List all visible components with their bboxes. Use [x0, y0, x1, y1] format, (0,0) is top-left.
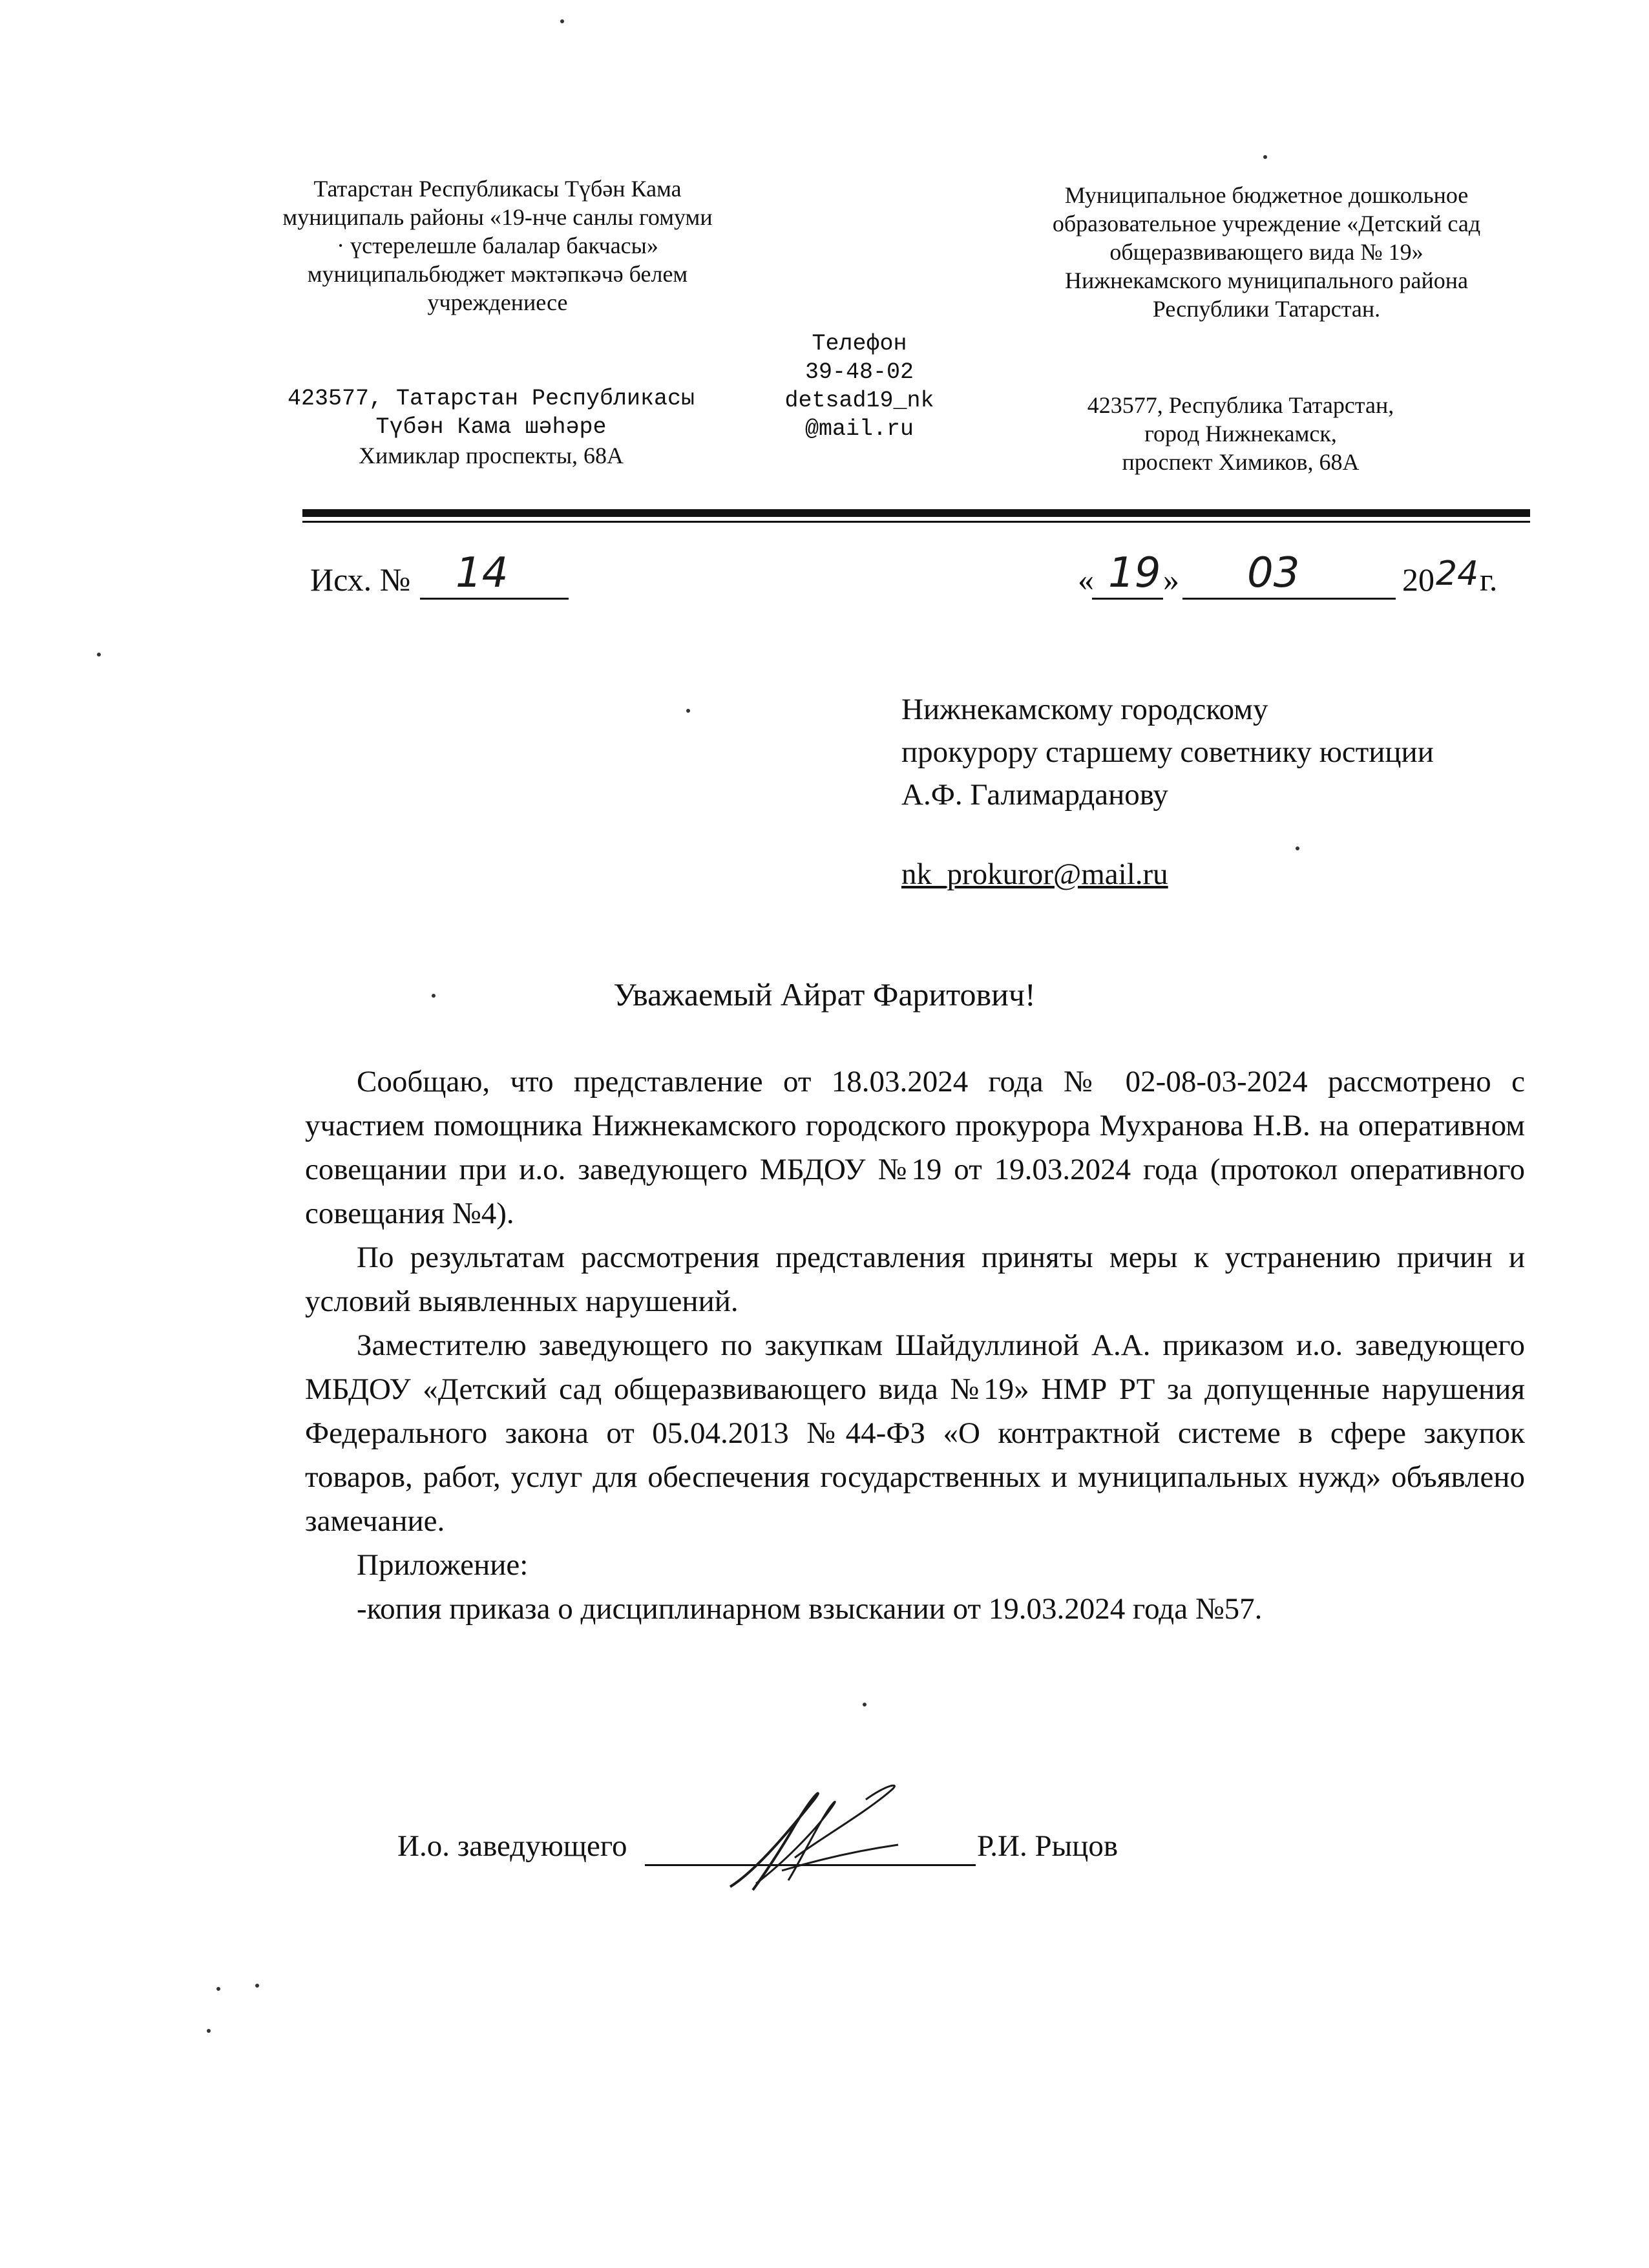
date-close-quote: » [1163, 562, 1179, 598]
date-day-underline [1092, 598, 1163, 600]
russian-org-line: Муниципальное бюджетное дошкольное [1064, 182, 1469, 208]
contact-line: 39-48-02 [804, 359, 914, 385]
scan-speck [97, 653, 101, 656]
russian-org-line: общеразвивающего вида № 19» [1109, 239, 1423, 265]
addressee-line: прокурору старшему советнику юстиции [901, 735, 1434, 769]
russian-address-line: город Нижнекамск, [1144, 421, 1337, 446]
handwritten-signature [717, 1774, 911, 1896]
tatar-address-line: 423577, Татарстан Республикасы [287, 386, 695, 412]
outgoing-number-underline [420, 598, 569, 600]
scan-speck [216, 1987, 220, 1991]
attachment-item: -копия приказа о дисциплинарном взыскании от 19.03.2024 года №57. [357, 1592, 1263, 1626]
addressee-line: Нижнекамскому городскому [901, 693, 1268, 726]
date-open-quote: « [1078, 562, 1094, 598]
signature-position: И.о. заведующего [397, 1829, 627, 1863]
scan-speck [686, 709, 690, 713]
body-paragraph-1: Сообщаю, что представление от 18.03.2024 года № 02-08-03-2024 рассмотрено с участием помощника Нижнекамского городского прокурора Мухранова Н.В. на оперативном совещании при и.о. заведующего МБДОУ №19 от 19.03.2024 года (протокол оперативного совещания №4). [305, 1065, 1525, 1230]
scan-speck [1263, 155, 1267, 159]
scan-speck [1296, 846, 1299, 850]
date-year-handwritten: 24 [1436, 554, 1479, 593]
salutation: Уважаемый Айрат Фаритович! [613, 976, 1036, 1013]
russian-org-line: образовательное учреждение «Детский сад [1052, 211, 1481, 236]
russian-org-line: Республики Татарстан. [1152, 296, 1381, 322]
scan-speck [432, 994, 436, 998]
tatar-org-line: муниципальбюджет мәктәпкәчә белем [307, 261, 688, 287]
tatar-org-line: муниципаль районы «19-нче санлы гомуми [282, 204, 713, 230]
date-month-underline [1182, 598, 1396, 600]
contact-line: @mail.ru [804, 416, 914, 442]
contact-line: detsad19_nk [784, 388, 934, 414]
date-year-prefix: 20 [1402, 562, 1434, 598]
scan-speck [863, 1703, 867, 1706]
tatar-org-line: учреждениесе [427, 289, 568, 315]
tatar-address-line: Түбән Кама шәһәре [375, 414, 607, 440]
header-divider-thin [302, 521, 1530, 523]
contact-block [769, 330, 950, 443]
scan-speck [207, 2029, 211, 2033]
scan-speck [255, 1984, 259, 1988]
contact-line: Телефон [812, 331, 907, 357]
date-day-handwritten: 19 [1108, 549, 1161, 597]
russian-address-block [995, 391, 1486, 476]
russian-org-block [969, 181, 1564, 323]
body-paragraph-2: По результатам рассмотрения представления приняты меры к устранению причин и условий выявленных нарушений. [305, 1241, 1525, 1318]
russian-address-line: проспект Химиков, 68А [1122, 449, 1360, 475]
body-paragraph-3: Заместителю заведующего по закупкам Шайдуллиной А.А. приказом и.о. заведующего МБДОУ «Детский сад общеразвивающего вида №19» НМР РТ за допущенные нарушения Федерального закона от 05.04.2013 №44-ФЗ «О контрактной системе в сфере закупок товаров, работ, услуг для обеспечения государственных и муниципальных нужд» объявлено замечание. [305, 1328, 1525, 1538]
tatar-address-line: Химиклар проспекты, 68А [358, 443, 624, 468]
russian-address-line: 423577, Республика Татарстан, [1087, 392, 1394, 418]
attachment-label: Приложение: [357, 1548, 529, 1582]
header-divider-thick [302, 509, 1530, 517]
tatar-org-line: · үстерелешле балалар бакчасы» [337, 233, 658, 258]
date-year-end: г. [1480, 562, 1498, 598]
addressee-line: А.Ф. Галимарданову [901, 778, 1168, 812]
signatory-name: Р.И. Рыцов [977, 1829, 1119, 1863]
outgoing-label: Исх. № [310, 562, 411, 598]
scan-speck [560, 19, 564, 23]
date-month-handwritten: 03 [1247, 549, 1300, 597]
russian-org-line: Нижнекамского муниципального района [1064, 268, 1468, 293]
outgoing-number-handwritten: 14 [456, 549, 509, 597]
tatar-address-block [246, 384, 737, 470]
outgoing-number-row [310, 561, 410, 598]
addressee-block [901, 688, 1535, 816]
addressee-email-link[interactable]: nk_prokuror@mail.ru [901, 857, 1168, 891]
tatar-org-block [233, 174, 762, 317]
tatar-org-line: Татарстан Республикасы Түбән Кама [313, 176, 682, 202]
